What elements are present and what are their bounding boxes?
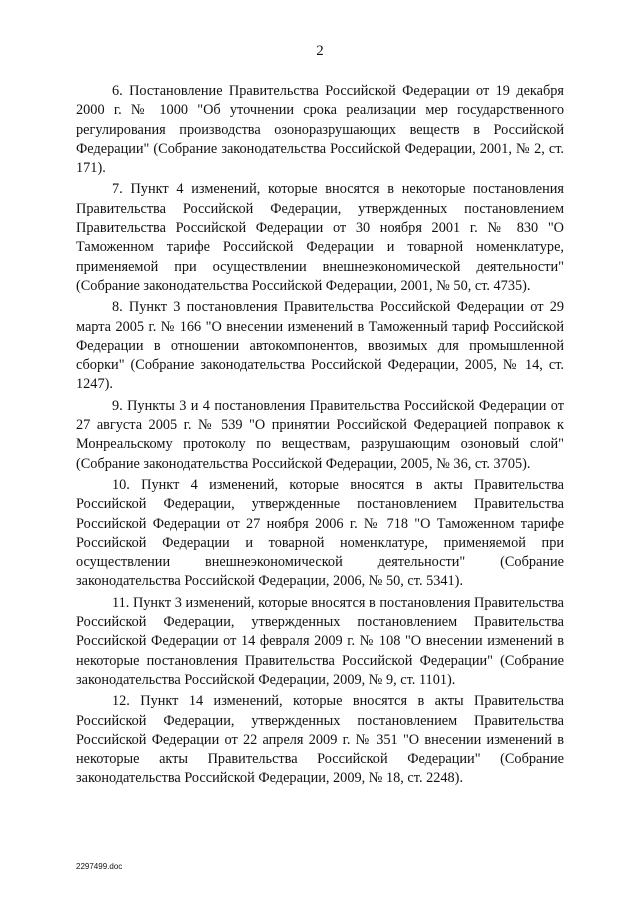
list-item: 6. Постановление Правительства Российской Федерации от 19 декабря 2000 г. № 1000 "Об уточнении срока реализации мер государственного регулирования производства озоноразрушающих веществ в Российской Федерации" (Собрание законодательства Российской Федерации, 2001, № 2, ст. 171).	[76, 83, 564, 177]
document-body	[76, 82, 564, 791]
footer-file-name: 2297499.doc	[76, 862, 123, 871]
list-item: 10. Пункт 4 изменений, которые вносятся в акты Правительства Российской Федерации, утвержденные постановлением Правительства Российской Федерации от 27 ноября 2006 г. № 718 "О Таможенном тарифе Российской Федерации и товарной номенклатуре, применяемой при осуществлении внешнеэкономической деятельности" (Собрание законодательства Российской Федерации, 2006, № 50, ст. 5341).	[76, 476, 564, 590]
list-item: 9. Пункты 3 и 4 постановления Правительства Российской Федерации от 27 августа 2005 г. № 539 "О принятии Российской Федерацией поправок к Монреальскому протоколу по веществам, разрушающим озоновый слой" (Собрание законодательства Российской Федерации, 2005, № 36, ст. 3705).	[76, 397, 564, 472]
list-item: 11. Пункт 3 изменений, которые вносятся в постановления Правительства Российской Федерации, утвержденных постановлением Правительства Российской Федерации от 14 февраля 2009 г. № 108 "О внесении изменений в некоторые постановления Правительства Российской Федерации" (Собрание законодательства Российской Федерации, 2009, № 9, ст. 1101).	[76, 594, 564, 688]
list-item: 12. Пункт 14 изменений, которые вносятся в акты Правительства Российской Федерации, утвержденных постановлением Правительства Российской Федерации от 22 апреля 2009 г. № 351 "О внесении изменений в некоторые акты Правительства Российской Федерации" (Собрание законодательства Российской Федерации, 2009, № 18, ст. 2248).	[76, 693, 564, 787]
page-number: 2	[316, 43, 324, 59]
list-item: 7. Пункт 4 изменений, которые вносятся в некоторые постановления Правительства Российской Федерации, утвержденных постановлением Правительства Российской Федерации от 30 ноября 2001 г. № 830 "О Таможенном тарифе Российской Федерации и товарной номенклатуре, применяемой при осуществлении внешнеэкономической деятельности" (Собрание законодательства Российской Федерации, 2001, № 50, ст. 4735).	[76, 181, 564, 294]
list-item: 8. Пункт 3 постановления Правительства Российской Федерации от 29 марта 2005 г. № 166 "О внесении изменений в Таможенный тариф Российской Федерации в отношении автокомпонентов, ввозимых для промышленной сборки" (Собрание законодательства Российской Федерации, 2005, № 14, ст. 1247).	[76, 299, 564, 393]
